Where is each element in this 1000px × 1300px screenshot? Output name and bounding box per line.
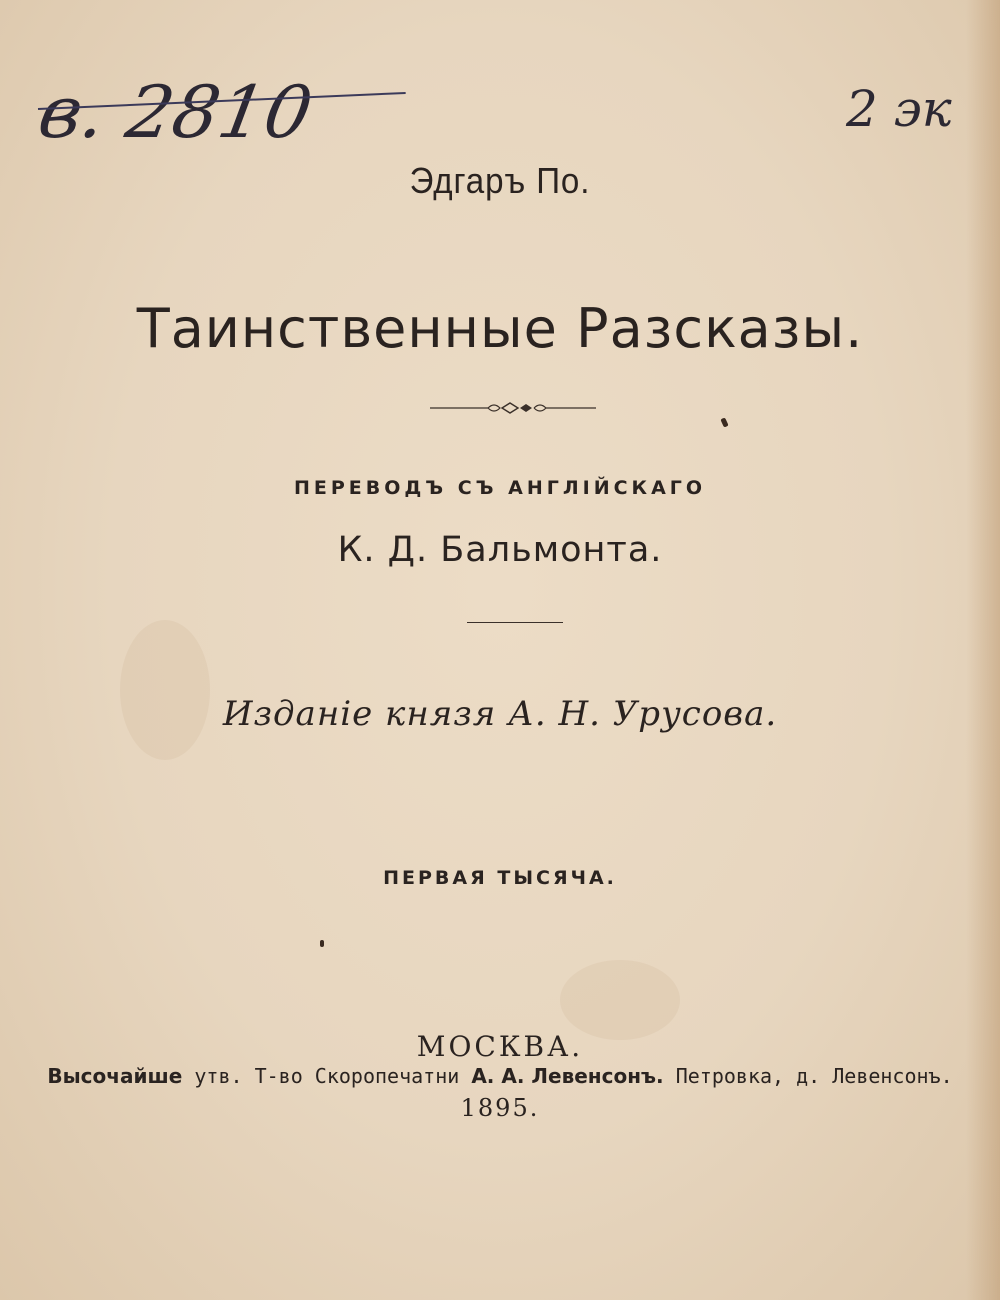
- title-ornament: [430, 398, 596, 418]
- book-title: Таинственные Разсказы.: [136, 297, 864, 360]
- ink-speck: [320, 940, 324, 947]
- printer-name: А. А. Левенсонъ.: [471, 1064, 664, 1088]
- author-name: Эдгаръ По.: [409, 160, 591, 201]
- printer-prefix: Высочайше: [47, 1064, 183, 1088]
- divider-rule: [467, 622, 563, 623]
- paper-stain: [120, 620, 210, 760]
- imprint-printer: [0, 1064, 1000, 1088]
- printer-middle: утв. Т-во Скоропечатни: [182, 1064, 472, 1088]
- translator-name: К. Д. Бальмонта.: [337, 530, 663, 570]
- imprint-year: 1895.: [460, 1094, 540, 1122]
- ink-speck: [720, 417, 728, 427]
- printer-suffix: Петровка, д. Левенсонъ.: [663, 1064, 953, 1088]
- translation-line: ПЕРЕВОДЪ СЪ АНГЛІЙСКАГО: [293, 477, 707, 499]
- imprint-city: МОСКВА.: [416, 1030, 584, 1063]
- handwritten-shelfmark: в. 2810: [32, 70, 319, 154]
- paper-stain: [560, 960, 680, 1040]
- edition-line: Изданіе князя А. Н. Урусова.: [222, 694, 778, 734]
- handwritten-copy-note: 2 эк: [846, 80, 952, 138]
- print-run: ПЕРВАЯ ТЫСЯЧА.: [383, 867, 617, 889]
